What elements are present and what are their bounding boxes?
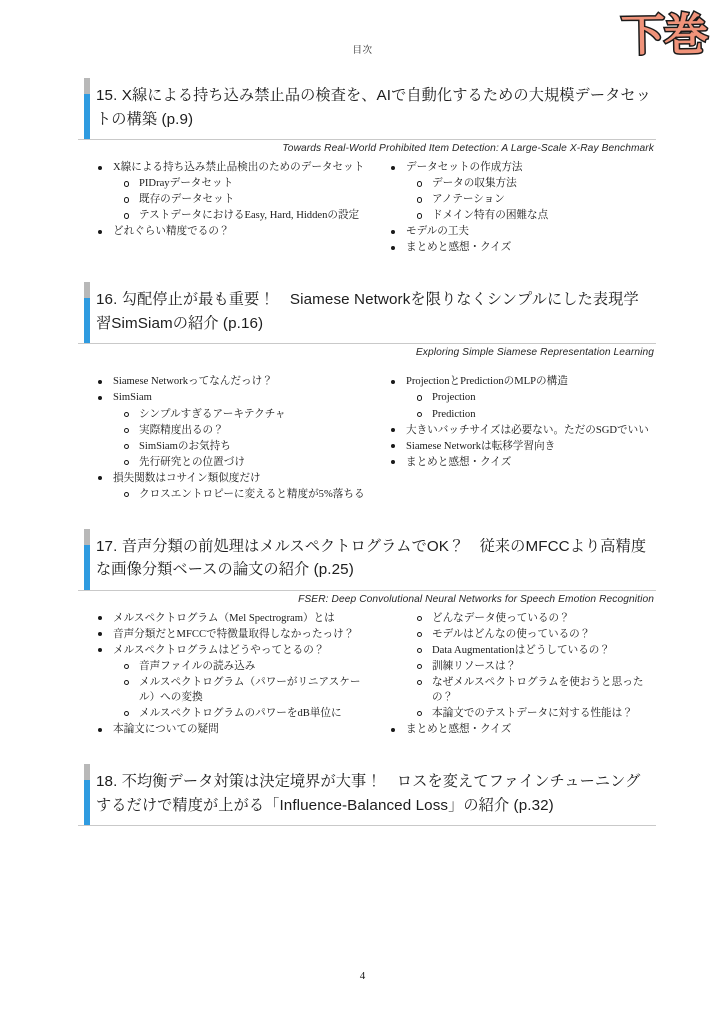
section-spacer — [78, 738, 656, 764]
list-item: 損失関数はコサイン類似度だけ — [96, 471, 365, 486]
list-item: 先行研究との位置づけ — [122, 455, 365, 470]
toc-content — [78, 78, 656, 829]
page-number: 4 — [359, 970, 366, 982]
list-item: 音声ファイルの読み込み — [122, 659, 365, 674]
toc-section-17 — [78, 529, 656, 738]
list-item: メルスペクトログラムはどうやってとるの？ — [96, 643, 365, 658]
section-15-columns — [78, 160, 656, 256]
volume-stamp-label: 下巻 — [620, 9, 708, 62]
list-item: 既存のデータセット — [122, 192, 365, 207]
toc-section-16 — [78, 282, 656, 502]
list-item: データセットの作成方法 — [389, 160, 656, 175]
list-item: Siamese Networkってなんだっけ？ — [96, 374, 365, 389]
list-item: データの収集方法 — [415, 176, 656, 191]
column-spacer — [78, 364, 656, 374]
section-heading-18-text: 18. 不均衡データ対策は決定境界が大事！ ロスを変えてファインチューニングするだけで精度が上がる「Influence-Balanced Loss」の紹介 (p.32) — [96, 773, 641, 814]
list-item: 本論文でのテストデータに対する性能は？ — [415, 706, 656, 721]
list-item: 本論文についての疑問 — [96, 722, 365, 737]
section-17-columns — [78, 611, 656, 738]
toc-section-15 — [78, 78, 656, 256]
list-item: 訓練リソースは？ — [415, 659, 656, 674]
list-item: PIDrayデータセット — [122, 176, 365, 191]
section-heading-16[interactable] — [78, 282, 656, 344]
section-17-left-column — [88, 611, 371, 738]
list-item: まとめと感想・クイズ — [389, 240, 656, 255]
list-item: まとめと感想・クイズ — [389, 722, 656, 737]
list-item: ドメイン特有の困難な点 — [415, 208, 656, 223]
section-spacer — [78, 256, 656, 282]
list-item: Prediction — [415, 407, 656, 422]
list-item: SimSiamのお気持ち — [122, 439, 365, 454]
section-15-left-column — [88, 160, 371, 240]
section-16-left-column — [88, 374, 371, 502]
list-item: メルスペクトログラムのパワーをdB単位に — [122, 706, 365, 721]
list-item: Data Augmentationはどうしているの？ — [415, 643, 656, 658]
list-item: シンプルすぎるアーキテクチャ — [122, 407, 365, 422]
list-item: なぜメルスペクトログラムを使おうと思ったの？ — [415, 675, 656, 705]
page-footer — [0, 970, 725, 982]
paper-title-15: Towards Real-World Prohibited Item Detection: A Large-Scale X-Ray Benchmark — [282, 143, 654, 155]
section-heading-17-text: 17. 音声分類の前処理はメルスペクトログラムでOK？ 従来のMFCCより高精度な画像分類ベースの論文の紹介 (p.25) — [96, 537, 647, 579]
list-item: テストデータにおけるEasy, Hard, Hiddenの設定 — [122, 208, 365, 223]
section-heading-18[interactable] — [78, 764, 656, 826]
section-heading-15-text: 15. X線による持ち込み禁止品の検査を、AIで自動化するための大規模データセットの構築 (p.9) — [96, 87, 651, 128]
list-item: Siamese Networkは転移学習向き — [389, 439, 656, 454]
volume-stamp — [620, 9, 708, 62]
heading-accent-bar — [84, 78, 90, 139]
list-item: まとめと感想・クイズ — [389, 455, 656, 470]
list-item: モデルはどんなの使っているの？ — [415, 627, 656, 642]
section-17-right-column — [371, 611, 656, 738]
list-item: 実際精度出るの？ — [122, 423, 365, 438]
section-heading-15[interactable] — [78, 78, 656, 140]
list-item: 音声分類だとMFCCで特徴量取得しなかったっけ？ — [96, 627, 365, 642]
list-item: メルスペクトログラム（パワーがリニアスケール）への変換 — [122, 675, 365, 705]
list-item: どれぐらい精度でるの？ — [96, 224, 365, 239]
heading-accent-bar — [84, 764, 90, 825]
page-header-label: 目次 — [352, 45, 373, 56]
section-heading-16-text: 16. 勾配停止が最も重要！ Siamese Networkを限りなくシンプルにした表現学習SimSiamの紹介 (p.16) — [96, 291, 639, 332]
list-item: X線による持ち込み禁止品検出のためのデータセット — [96, 160, 365, 175]
heading-accent-bar — [84, 529, 90, 590]
list-item: 大きいバッチサイズは必要ない。ただのSGDでいい — [389, 423, 656, 438]
page-header — [0, 42, 725, 56]
list-item: ProjectionとPredictionのMLPの構造 — [389, 374, 656, 389]
paper-title-17: FSER: Deep Convolutional Neural Networks for Speech Emotion Recognition — [298, 593, 654, 605]
list-item: Projection — [415, 390, 656, 405]
heading-accent-bar — [84, 282, 90, 343]
section-heading-17[interactable] — [78, 529, 656, 591]
section-spacer — [78, 503, 656, 529]
list-item: クロスエントロピーに変えると精度が5%落ちる — [122, 487, 365, 502]
list-item: アノテーション — [415, 192, 656, 207]
section-15-right-column — [371, 160, 656, 256]
list-item: モデルの工夫 — [389, 224, 656, 239]
section-16-right-column — [371, 374, 656, 470]
list-item: どんなデータ使っているの？ — [415, 611, 656, 626]
paper-title-16: Exploring Simple Siamese Representation Learning — [415, 347, 654, 359]
list-item: メルスペクトログラム（Mel Spectrogram）とは — [96, 611, 365, 626]
section-16-columns — [78, 374, 656, 502]
toc-section-18 — [78, 764, 656, 826]
list-item: SimSiam — [96, 390, 365, 405]
